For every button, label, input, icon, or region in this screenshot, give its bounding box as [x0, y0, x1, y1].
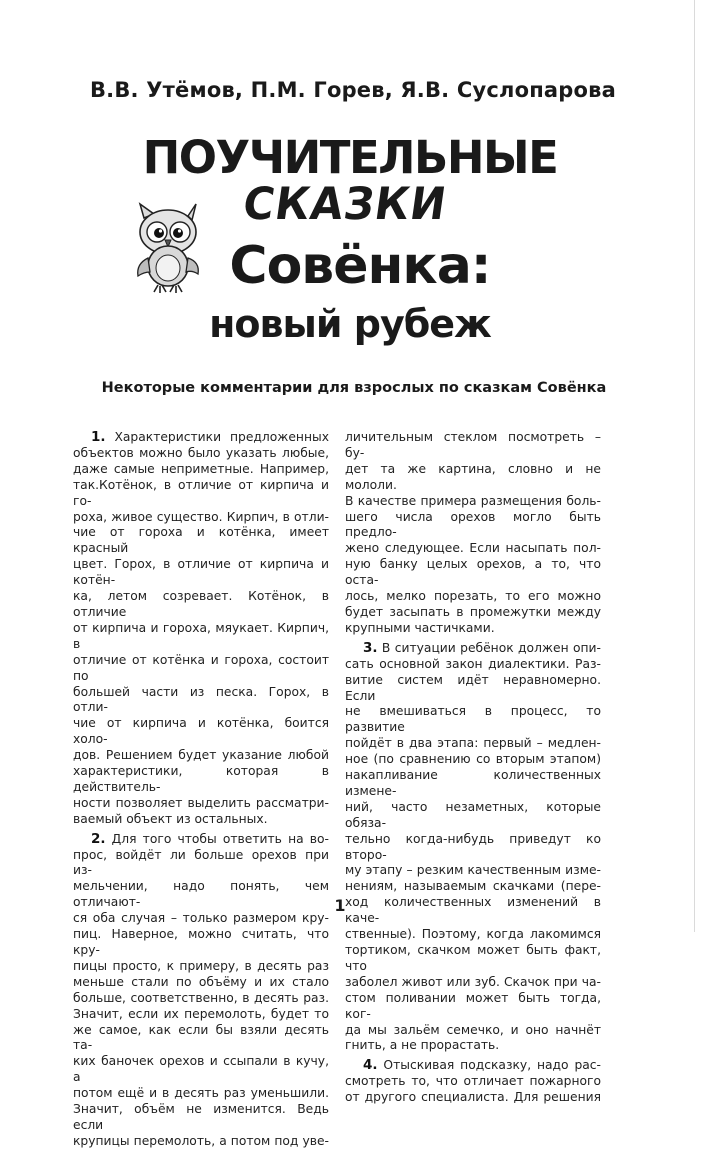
text-line: смотреть то, что отличает пожарного	[345, 1074, 601, 1089]
text-line: пиц. Наверное, можно считать, что кру-	[73, 927, 329, 957]
text-line: меньше стали по объёму и их стало	[73, 974, 329, 989]
text-line: да мы зальём семечко, и оно начнёт	[345, 1022, 601, 1037]
text-line: ности позволяет выделить рассматри-	[73, 795, 329, 810]
paragraph-4: 4. Отыскивая подсказку, надо рас-	[363, 1057, 601, 1074]
text-line: гнить, а не прорастать.	[345, 1038, 500, 1053]
text-line: дет та же картина, словно и не мололи.	[345, 461, 601, 492]
title-line-3: Совёнка:	[229, 236, 491, 296]
text-line: больше, соответственно, в десять раз.	[73, 990, 329, 1005]
text-line: крупными частичками.	[345, 620, 495, 635]
text-line: шего числа орехов могло быть предло-	[345, 509, 601, 540]
text-line: ся оба случая – только размером кру-	[73, 911, 329, 926]
text-line: В качестве примера размещения боль-	[345, 493, 601, 508]
text-line: ственные). Поэтому, когда лакомимся	[345, 927, 601, 942]
authors: В.В. Утёмов, П.М. Горев, Я.В. Суслопарова	[89, 78, 617, 102]
text-line: от другого специалиста. Для решения	[345, 1090, 601, 1105]
text-column-right	[345, 430, 601, 1106]
text-line: пойдёт в два этапа: первый – медлен-	[345, 736, 601, 751]
paragraph-number: 3.	[363, 639, 378, 656]
text-line: ваемый объект из остальных.	[73, 811, 268, 826]
paragraph-3: 3. В ситуации ребёнок должен опи-	[363, 639, 601, 656]
text-line: ное (по сравнению со вторым этапом)	[345, 752, 601, 767]
text-line: жено следующее. Если насыпать пол-	[345, 541, 601, 556]
text-line: потом ещё и в десять раз уменьшили.	[73, 1086, 329, 1101]
paragraph-number: 4.	[363, 1057, 378, 1074]
text-line: стом поливании может быть тогда, ког-	[345, 990, 601, 1021]
text-line: не вмешиваться в процесс, то развитие	[345, 704, 601, 735]
title-line-1: ПОУЧИТЕЛЬНЫЕ	[142, 131, 558, 184]
text-line: ход количественных изменений в каче-	[345, 895, 601, 926]
text-line: ких баночек орехов и ссыпали в кучу, а	[73, 1054, 329, 1085]
page-edge-line	[694, 0, 695, 932]
text-line: объектов можно было указать любые,	[73, 445, 329, 460]
text-line: даже самые неприметные. Например,	[73, 461, 329, 476]
paragraph-number: 2.	[91, 830, 106, 847]
text-line: му этапу – резким качественным изме-	[345, 863, 601, 878]
text-line: тортиком, скачком может быть факт, что	[345, 943, 601, 973]
text-line: Значит, объём не изменится. Ведь если	[73, 1102, 329, 1132]
text-line: витие систем идёт неравномерно. Если	[345, 672, 601, 703]
text-line: ную банку целых орехов, а то, что оста-	[345, 557, 601, 588]
title-line-4: новый рубеж	[209, 302, 491, 346]
text-line: накапливание количественных измене-	[345, 768, 601, 798]
text-line: будет засыпать в промежутки между	[345, 604, 601, 619]
paragraph-number: 1.	[91, 429, 106, 445]
text-line: нениям, называемым скачками (пере-	[345, 879, 601, 894]
text-line: характеристики, которая в действитель-	[73, 764, 329, 794]
text-line: цвет. Горох, в отличие от кирпича и котён-	[73, 557, 329, 588]
text-line: же самое, как если бы взяли десять та-	[73, 1022, 329, 1053]
text-line: ка, летом созревает. Котёнок, в отличие	[73, 589, 329, 619]
owl-icon	[130, 202, 206, 294]
text-line: чие от гороха и котёнка, имеет красный	[73, 525, 329, 556]
text-line: чие от кирпича и котёнка, боится холо-	[73, 716, 329, 747]
text-line: заболел живот или зуб. Скачок при ча-	[345, 974, 601, 989]
text-line: так.Котёнок, в отличие от кирпича и го-	[73, 477, 329, 508]
text-line: мельчении, надо понять, чем отличают-	[73, 879, 329, 910]
text-line: личительным стеклом посмотреть – бу-	[345, 430, 601, 460]
text-line: большей части из песка. Горох, в отли-	[73, 684, 329, 715]
title-line-2: СКАЗКИ	[239, 177, 451, 230]
text-column-left	[73, 430, 329, 1150]
text-line: от кирпича и гороха, мяукает. Кирпич, в	[73, 620, 329, 651]
text-line: сать основной закон диалектики. Раз-	[345, 656, 601, 671]
page-number: 1	[334, 896, 346, 915]
text-line: отличие от котёнка и гороха, состоит по	[73, 652, 329, 683]
text-line: тельно когда-нибудь приведут ко второ-	[345, 831, 601, 862]
text-line: прос, войдёт ли больше орехов при из-	[73, 847, 329, 878]
text-line: лось, мелко порезать, то его можно	[345, 589, 601, 604]
text-line: дов. Решением будет указание любой	[73, 748, 329, 763]
text-line: пицы просто, к примеру, в десять раз	[73, 958, 329, 973]
text-line: Значит, если их перемолоть, будет то	[73, 1006, 329, 1021]
paragraph-1: 1. Характеристики предложенных	[91, 429, 329, 445]
section-subtitle: Некоторые комментарии для взрослых по сказкам Совёнка	[101, 380, 607, 396]
text-line: ний, часто незаметных, которые обяза-	[345, 799, 601, 830]
text-line: роха, живое существо. Кирпич, в отли-	[73, 509, 329, 524]
text-line: крупицы перемолоть, а потом под уве-	[73, 1133, 329, 1148]
paragraph-2: 2. Для того чтобы ответить на во-	[91, 830, 329, 847]
